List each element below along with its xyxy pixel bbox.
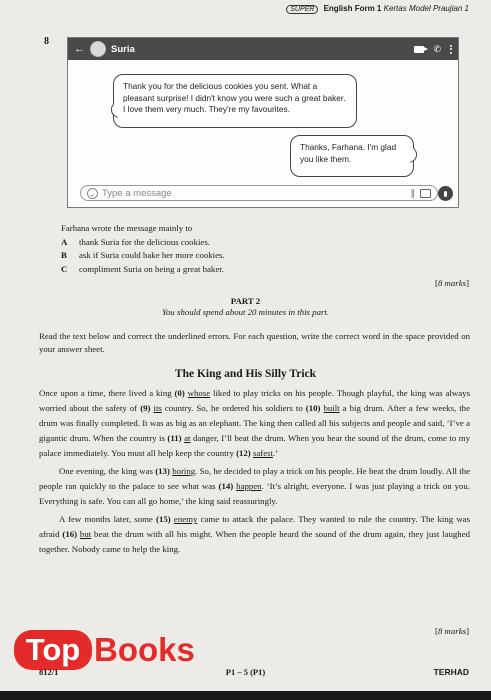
microphone-icon[interactable] <box>438 186 453 201</box>
message-input[interactable] <box>80 185 438 201</box>
story-paragraph: Once upon a time, there lived a king (0) whose liked to play tricks on his people. Though playful, the king was always worried about the safety of (9) its country. So, he ordered his soldiers to (10) built a big drum. After a few weeks, the drum was finally completed. It was as big as an elephant. The king then called all his subjects and people and said, ‘I’ve a gigantic drum. When the country is (11) at danger, I’ll beat the drum. When you hear the sound of the drum, come to my palace immediately. You must all help keep the country (12) safest.’ <box>39 388 471 458</box>
message-placeholder: Type a message <box>102 187 172 199</box>
header-subject: English Form 1 <box>323 4 382 13</box>
part-instructions: Read the text below and correct the underlined errors. For each question, write the correct word in the space provided on your answer sheet. <box>39 331 470 354</box>
option-c[interactable]: C compliment Suria on being a great baker. <box>61 263 224 274</box>
chat-topbar <box>68 38 458 60</box>
option-b[interactable]: B ask if Suria could bake her more cookies. <box>61 250 225 260</box>
underlined-error: happen <box>236 481 262 491</box>
chat-window <box>67 37 459 208</box>
option-a[interactable]: A thank Suria for the delicious cookies. <box>61 236 210 247</box>
back-arrow-icon[interactable]: ← <box>74 43 85 55</box>
underlined-error: but <box>79 529 92 539</box>
emoji-icon[interactable] <box>87 188 98 199</box>
paper-code: 812/1 <box>39 667 59 677</box>
story-paragraph: A few months later, some (15) enemy came to attack the palace. They wanted to rule the country. The king was afraid (16) but beat the drum with all his might. When the people heard the sound of the drum again, they just laughed together. Nobody came to help the king. <box>39 514 471 554</box>
question-number: 8 <box>44 36 49 47</box>
watermark-logo: Top Books <box>14 630 174 674</box>
part-time-note: You should spend about 20 minutes in this part. <box>161 307 330 317</box>
classification-label: TERHAD <box>433 667 469 677</box>
question-stem: Farhana wrote the message mainly to <box>61 223 193 233</box>
phone-call-icon[interactable]: ✆ <box>433 43 441 54</box>
publisher-logo: SUPER <box>286 5 318 14</box>
question-8 <box>61 222 225 276</box>
underlined-error: at <box>184 433 191 443</box>
contact-name: Suria <box>111 43 135 55</box>
underlined-error: built <box>323 403 340 413</box>
part2-marks: [8 marks] <box>435 626 469 636</box>
part-heading: PART 2 <box>230 296 261 306</box>
underlined-error: safest <box>252 448 273 458</box>
story-title: The King and His Silly Trick <box>174 368 317 380</box>
underlined-error: whose <box>187 388 211 398</box>
q8-marks: [8 marks] <box>435 278 469 288</box>
underlined-error: its <box>153 403 162 413</box>
sent-message-bubble <box>290 135 414 177</box>
underlined-error: enemy <box>173 514 198 524</box>
underlined-error: boring <box>172 466 196 476</box>
camera-icon[interactable] <box>420 189 431 198</box>
attach-icon[interactable]: ∥ <box>410 187 415 198</box>
page-header <box>286 4 469 14</box>
more-options-icon[interactable] <box>450 45 452 54</box>
page-number: P1 – 5 (P1) <box>225 667 266 677</box>
sent-message-text: Thanks, Farhana. I'm glad you like them. <box>300 142 397 164</box>
header-paper: Kertas Model Praujian 1 <box>383 4 469 13</box>
story-paragraph: One evening, the king was (13) boring. So, he decided to play a trick on his people. He beat the drum loudly. All the people ran quickly to the palace to see what was (14) happen. ‘It’s alright, everyone. I was just playing a trick on you. Everything is safe. You can all go home,’ the king said reassuringly. <box>39 466 471 506</box>
video-call-icon[interactable] <box>414 46 424 53</box>
received-message-bubble <box>113 74 357 128</box>
story-text <box>39 386 470 560</box>
bottom-edge <box>0 691 491 700</box>
avatar <box>90 41 106 57</box>
received-message-text: Thank you for the delicious cookies you sent. What a pleasant surprise! I didn't know you were such a great baker. I love them very much. They're my favourites. <box>123 81 346 114</box>
